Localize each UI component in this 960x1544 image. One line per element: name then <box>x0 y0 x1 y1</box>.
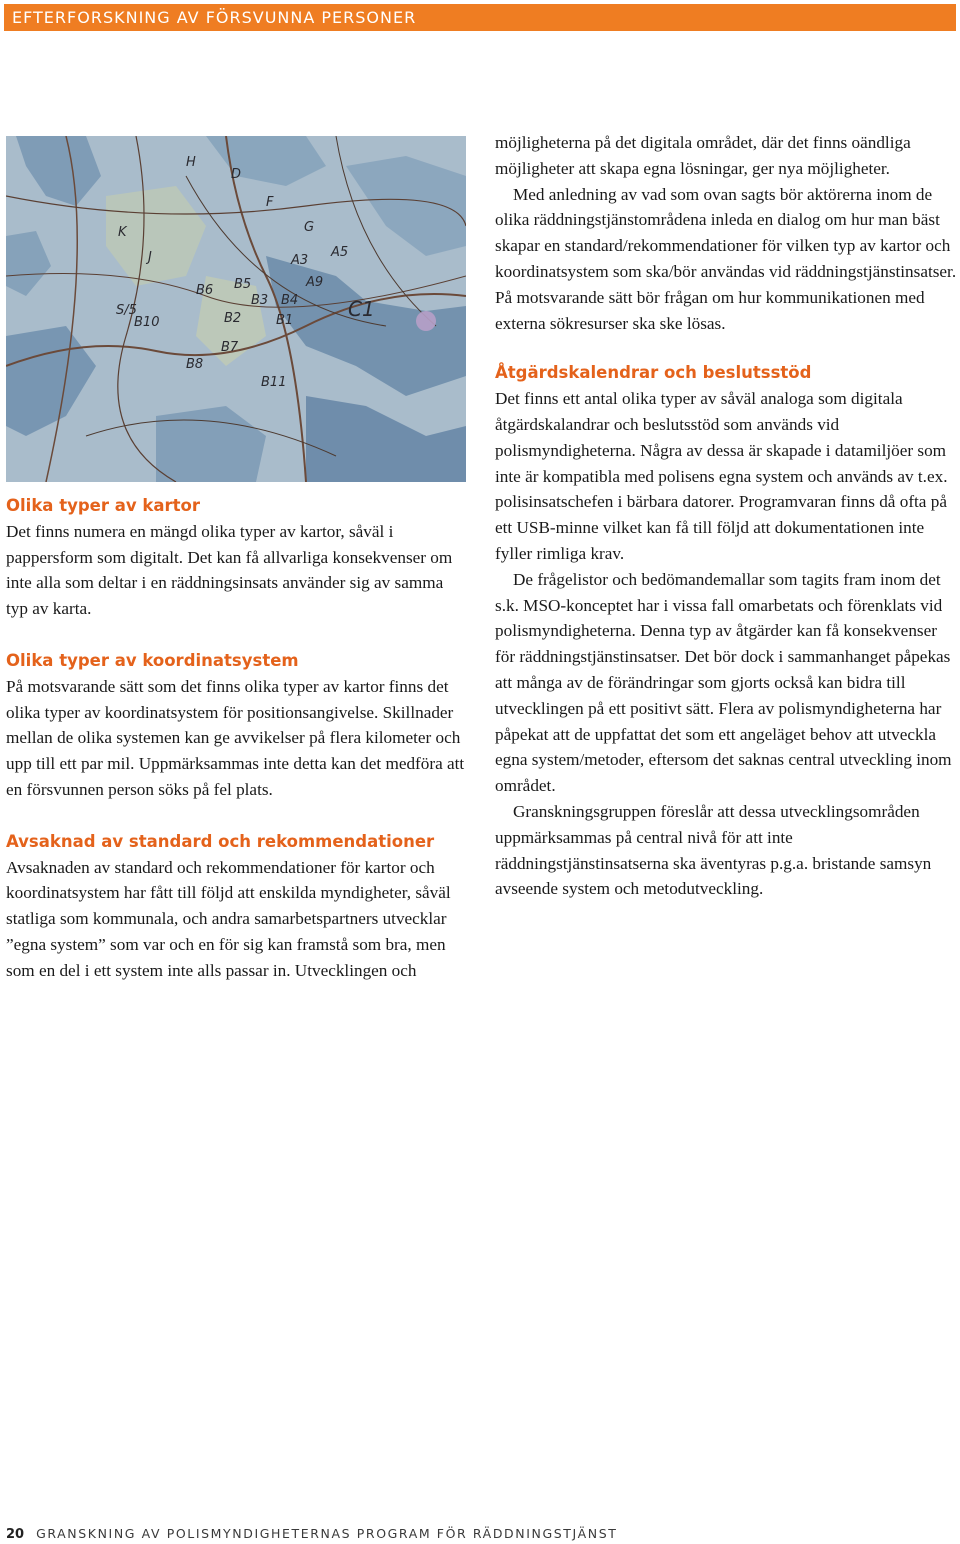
svg-text:B7: B7 <box>221 340 239 355</box>
section-text-kartor: Det finns numera en mängd olika typer av kartor, såväl i pappersform som digitalt. Det kan få allvarliga konsekvenser om inte alla som deltar i en räddningsinsats använder sig av samma typ av karta. <box>6 521 453 619</box>
svg-text:B5: B5 <box>234 277 252 292</box>
svg-text:G: G <box>304 220 315 235</box>
svg-text:B11: B11 <box>261 375 287 390</box>
right-column <box>495 130 957 902</box>
svg-text:B2: B2 <box>224 311 242 326</box>
footer-title: GRANSKNING AV POLISMYNDIGHETERNAS PROGRAM FÖR RÄDDNINGSTJÄNST <box>36 1526 618 1541</box>
header-title: EFTERFORSKNING AV FÖRSVUNNA PERSONER <box>12 8 417 27</box>
paragraph-dialog: Med anledning av vad som ovan sagts bör aktörerna inom de olika räddningstjänstområdena inleda en dialog om hur man bäst skapar en standard/rekommendationer för vilken typ av kartor och koordinatsystem som ska/bör användas vid räddningstjänstinsatser. På motsvarande sätt bör frågan om hur kommunikationen med externa sökresurser ska ske lösas. <box>495 184 957 333</box>
paragraph-atgard-1: Det finns ett antal olika typer av såväl analoga som digitala åtgärdskalandrar och beslutsstöd som används vid polismyndigheterna. Några av dessa är skapade i datamiljöer som inte är kompatibla med polisens egna system och används av t.ex. polisinsatschefen i bärbara datorer. Programvaran finns då ofta på ett USB-minne vilket kan få till följd att dokumentationen inte fyller rimliga krav. <box>495 389 948 563</box>
svg-text:C1: C1 <box>348 297 375 321</box>
svg-text:F: F <box>266 195 274 210</box>
section-text-koordinatsystem: På motsvarande sätt som det finns olika typer av kartor finns det olika typer av koordinatsystem för positionsangivelse. Skillnader mellan de olika systemen kan ge avvikelser på flera kilometer och upp till ett par mil. Uppmärksammas inte detta kan det medföra att en försvunnen person söks på fel plats. <box>6 676 465 799</box>
paragraph-mojligheter: möjligheterna på det digitala området, där det finns oändliga möjligheter att skapa egna lösningar, ger nya möjligheter. <box>495 133 911 178</box>
section-heading-kartor: Olika typer av kartor <box>6 496 200 515</box>
svg-text:S/5: S/5 <box>116 303 137 318</box>
map-photo <box>6 136 466 482</box>
section-heading-standard: Avsaknad av standard och rekommendationer <box>6 831 435 851</box>
svg-text:B10: B10 <box>134 315 160 330</box>
svg-text:J: J <box>148 250 152 265</box>
svg-text:A5: A5 <box>331 245 349 260</box>
svg-text:B1: B1 <box>276 313 294 328</box>
section-heading-koordinatsystem: Olika typer av koordinatsystem <box>6 650 299 670</box>
left-column <box>6 493 468 984</box>
svg-text:K: K <box>118 225 127 240</box>
section-heading-atgardskalendrar: Åtgärdskalendrar och beslutsstöd <box>495 363 812 383</box>
svg-text:H: H <box>186 155 196 170</box>
topographic-map-photo-icon <box>6 136 466 482</box>
paragraph-atgard-2: De frågelistor och bedömandemallar som tagits fram inom det s.k. MSO-konceptet har i vissa fall omarbetats och förenklats vid polismyndigheterna. Denna typ av åtgärder kan få konsekvenser för räddningstjänstinsatser. Det bör dock i sammanhanget påpekas att många av de förändringar som gjorts också kan bidra till utvecklingen på ett positivt sätt. Flera av polismyndigheterna har påpekat att de uppfattat det som ett angeläget behov att utveckla egna system/metoder, eftersom det saknas central utveckling inom området. <box>495 569 952 796</box>
svg-text:B4: B4 <box>281 293 299 308</box>
section-text-standard: Avsaknaden av standard och rekommendationer för kartor och koordinatsystem har fått till följd att enskilda myndigheter, såväl statliga som kommunala, och andra samarbetspartners utvecklar ”egna system” som var och en för sig kan framstå som bra, men som en del i ett system inte alls passar in. Utvecklingen och <box>6 857 451 980</box>
svg-text:A3: A3 <box>291 253 309 268</box>
svg-text:B8: B8 <box>186 357 204 372</box>
header-bar <box>4 4 956 31</box>
svg-text:B3: B3 <box>251 293 269 308</box>
page-footer <box>6 1526 617 1542</box>
svg-text:A9: A9 <box>306 275 324 290</box>
svg-text:B6: B6 <box>196 283 214 298</box>
page-number: 20 <box>6 1527 25 1542</box>
paragraph-atgard-3: Granskningsgruppen föreslår att dessa utvecklingsområden uppmärksammas på central nivå för att inte räddningstjänstinsatserna ska äventyras p.g.a. bristande samsyn avseende system och metodutveckling. <box>495 801 932 899</box>
svg-text:D: D <box>231 167 242 182</box>
